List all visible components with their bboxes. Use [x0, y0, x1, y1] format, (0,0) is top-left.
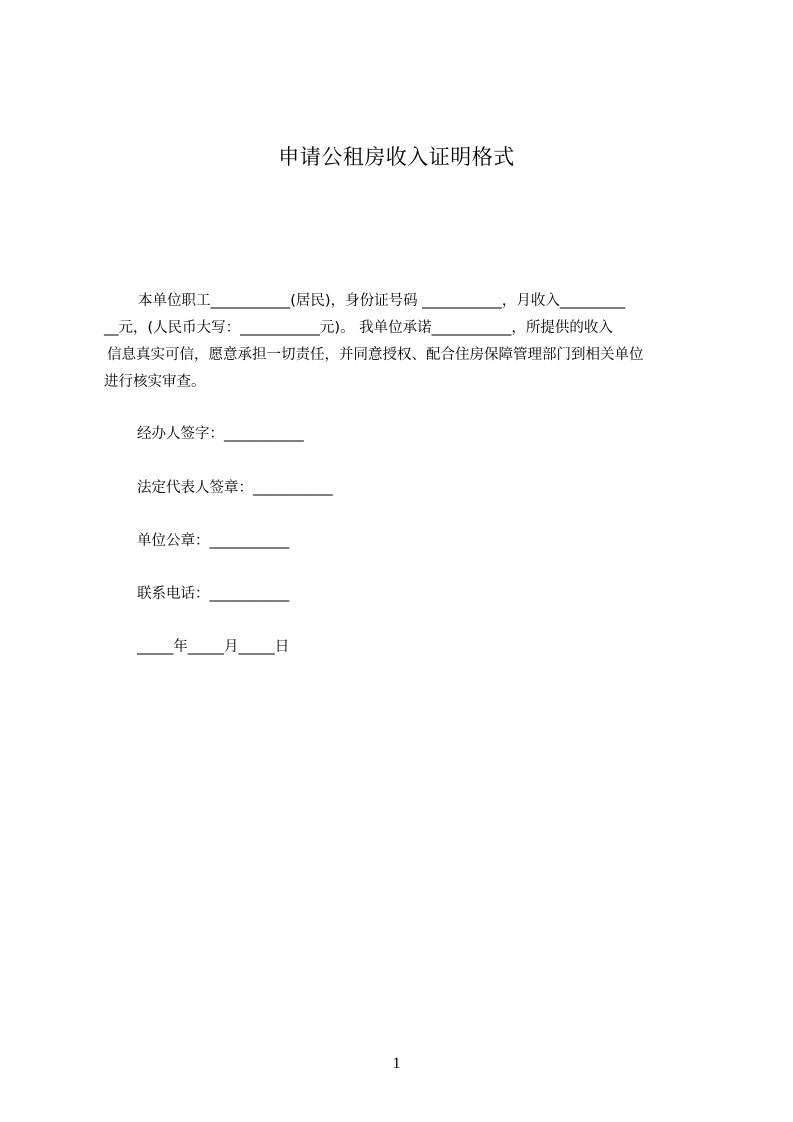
page-number: 1	[392, 1055, 401, 1072]
legal-rep-seal-field: 法定代表人签章：___________	[137, 480, 333, 496]
document-title: 申请公租房收入证明格式	[278, 145, 515, 169]
paragraph-line: __元，(人民币大写：___________元)。 我单位承诺___________，所提供的收入	[104, 320, 613, 336]
paragraph-line: 进行核实审查。	[104, 374, 206, 390]
unit-seal-field: 单位公章：___________	[137, 533, 290, 549]
paragraph-line: 信息真实可信，愿意承担一切责任，并同意授权、配合住房保障管理部门到相关单位	[107, 347, 644, 363]
declaration-paragraph	[104, 288, 702, 396]
handler-signature-field: 经办人签字：___________	[137, 426, 304, 442]
paragraph-line: 本单位职工___________(居民)，身份证号码 ___________，月收入_________	[138, 293, 626, 309]
contact-phone-field: 联系电话：___________	[137, 586, 290, 602]
date-field: _____年_____月_____日	[137, 639, 290, 655]
